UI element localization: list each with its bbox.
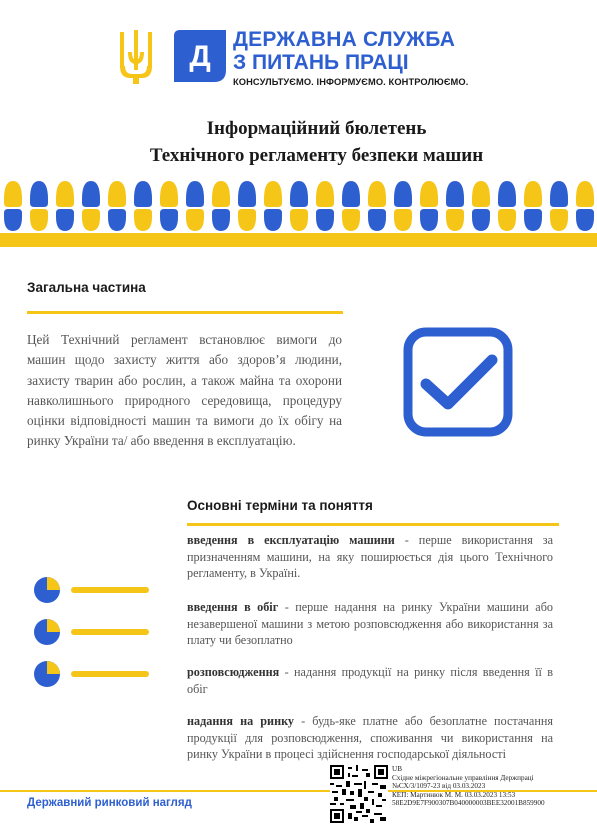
general-paragraph: Цей Технічний регламент встановлює вимоги до машин щодо захисту життя або здоров’я людини, захисту тварин або рослин, а також майна та охорони навколишнього природного середовища, процедуру оцінки відповідності машин та вимоги до їх обігу на ринку України та/ або введення в експлуатацію. <box>27 332 342 449</box>
trident-icon <box>118 30 154 84</box>
stamp-line: №СХ/3/1097-23 від 03.03.2023 <box>392 782 486 791</box>
bullet-decoration <box>33 660 153 688</box>
logo-icon <box>174 30 226 82</box>
tagline: КОНСУЛЬТУЄМО. ІНФОРМУЄМО. КОНТРОЛЮЄМО. <box>233 77 469 87</box>
decorative-band <box>0 177 597 247</box>
term-item <box>187 599 553 649</box>
term-name: введення в експлуатацію машини <box>187 533 395 547</box>
qr-code <box>330 765 388 823</box>
term-item <box>187 664 553 697</box>
divider <box>27 311 343 314</box>
checkmark-icon <box>402 326 514 438</box>
footer-label: Державний ринковий нагляд <box>27 797 192 809</box>
term-name: надання на ринку <box>187 714 295 728</box>
page-title-line2: Технічного регламенту безпеки машин <box>149 145 484 166</box>
section-heading-general: Загальна частина <box>27 280 146 295</box>
stamp-line: Східне міжрегіональне управління Держпраці <box>392 773 534 782</box>
term-item <box>187 532 553 582</box>
signature-stamp <box>392 765 592 808</box>
bullet-decoration <box>33 576 153 604</box>
term-definition: - перше використання за призначенням машини, на яку поширюється дія цього Технічного регламенту, в Україні. <box>187 533 553 580</box>
term-definition: - будь-яке платне або безоплатне постачання продукції для розповсюдження, споживання чи використання на ринку України в процесі здійснення господарської діяльності <box>187 714 553 761</box>
page-title-line1: Інформаційний бюлетень <box>206 118 427 139</box>
stamp-line: 58E2D9E7F900307B040000003BEE32001B859900 <box>392 799 545 808</box>
term-name: введення в обіг <box>187 600 279 614</box>
stamp-line: UB <box>392 765 402 773</box>
org-name-line1: ДЕРЖАВНА СЛУЖБА <box>233 28 456 51</box>
org-name-line2: З ПИТАНЬ ПРАЦІ <box>233 51 409 74</box>
section-heading-terms: Основні терміни та поняття <box>187 498 373 513</box>
stamp-line: КЕП: Мартинюк М. М. 03.03.2023 13:53 <box>392 790 516 799</box>
logo-letter: Д <box>189 40 211 73</box>
term-definition: - перше надання на ринку України машини або незавершеної машини з метою розповсюдження або використання за плату чи безоплатно <box>187 600 553 647</box>
term-item <box>187 713 553 763</box>
term-name: розповсюдження <box>187 665 280 679</box>
bullet-decoration <box>33 618 153 646</box>
term-definition: - надання продукції на ринку після введення її в обіг <box>187 665 553 696</box>
divider <box>187 523 559 526</box>
